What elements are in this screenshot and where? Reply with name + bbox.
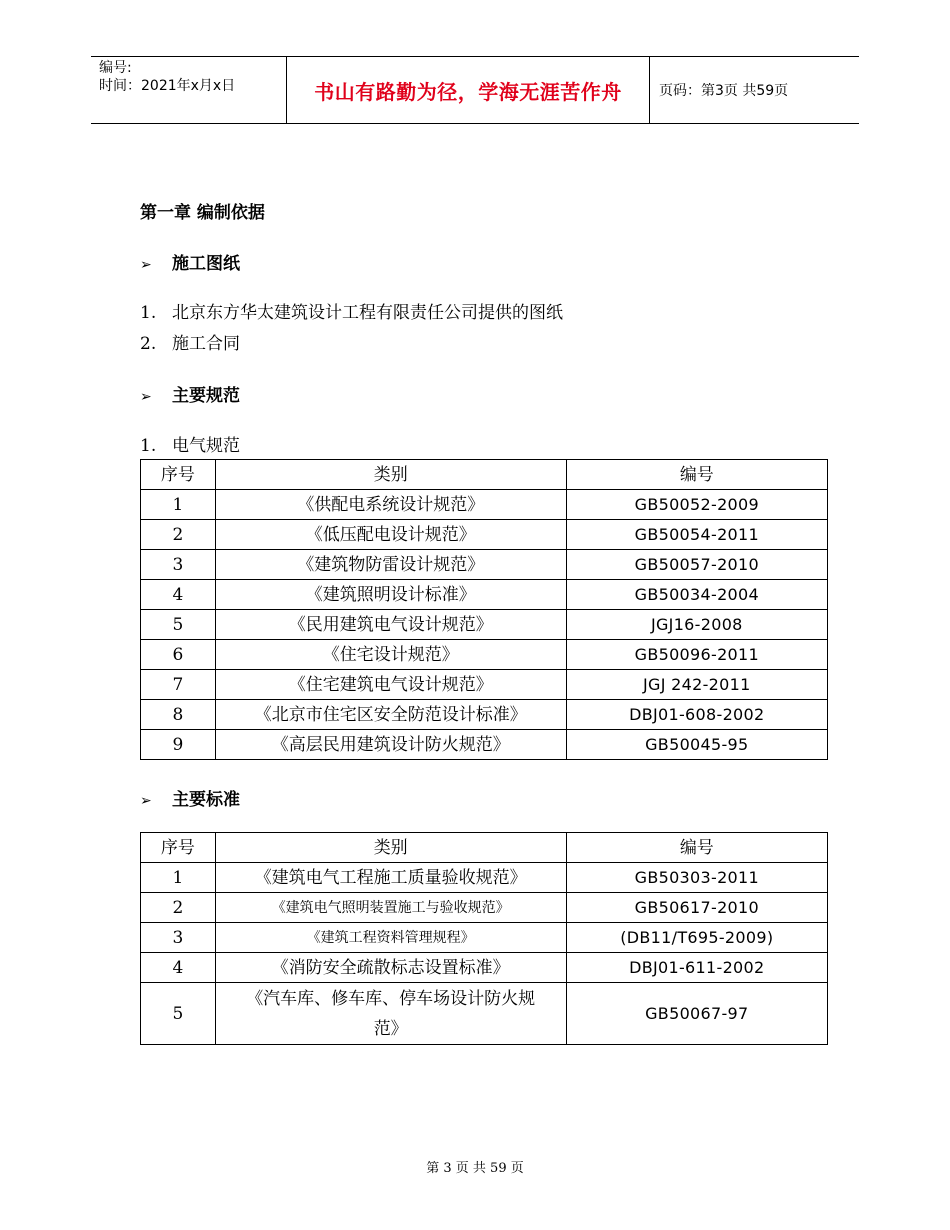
- list-item: [140, 329, 240, 354]
- table-row: [141, 923, 828, 953]
- cell-index: 4: [141, 953, 216, 983]
- header-cell: 编号: [566, 833, 827, 863]
- cell-index: 3: [141, 550, 216, 580]
- cell-category: 《供配电系统设计规范》: [215, 490, 566, 520]
- list-text: 施工合同: [172, 334, 240, 354]
- header-meta: [99, 59, 235, 95]
- cell-index: 8: [141, 700, 216, 730]
- cell-code: GB50096-2011: [566, 640, 827, 670]
- header-cell: 编号: [566, 460, 827, 490]
- section-title: 主要标准: [172, 790, 240, 810]
- list-text: 电气规范: [172, 436, 240, 456]
- table-row: [141, 730, 828, 760]
- cell-category: 《建筑照明设计标准》: [215, 580, 566, 610]
- electrical-codes-table: [140, 459, 828, 760]
- table-header-row: [141, 833, 828, 863]
- cell-index: 1: [141, 863, 216, 893]
- table-row: [141, 863, 828, 893]
- cell-index: 2: [141, 520, 216, 550]
- cell-index: 5: [141, 610, 216, 640]
- cell-category: 《低压配电设计规范》: [215, 520, 566, 550]
- cell-code: (DB11/T695-2009): [566, 923, 827, 953]
- table-row: [141, 893, 828, 923]
- table-row: [141, 490, 828, 520]
- cell-index: 9: [141, 730, 216, 760]
- cell-code: GB50057-2010: [566, 550, 827, 580]
- header-cell: 序号: [141, 833, 216, 863]
- header-cell: 类别: [215, 460, 566, 490]
- arrow-bullet-icon: ➢: [140, 257, 152, 273]
- cell-code: GB50303-2011: [566, 863, 827, 893]
- list-item: [140, 298, 563, 323]
- cell-code: GB50052-2009: [566, 490, 827, 520]
- cell-index: 3: [141, 923, 216, 953]
- cell-index: 7: [141, 670, 216, 700]
- cell-category: 《消防安全疏散标志设置标准》: [215, 953, 566, 983]
- cell-index: 4: [141, 580, 216, 610]
- table-row: [141, 953, 828, 983]
- header-cell: 序号: [141, 460, 216, 490]
- table-row: [141, 700, 828, 730]
- header-motto: 书山有路勤为径，学海无涯苦作舟: [314, 79, 622, 104]
- section-heading-codes: [140, 381, 240, 406]
- cell-code: DBJ01-611-2002: [566, 953, 827, 983]
- section-title: 主要规范: [172, 386, 240, 406]
- cell-code: GB50067-97: [566, 983, 827, 1045]
- cell-category: 《建筑电气工程施工质量验收规范》: [215, 863, 566, 893]
- section-title: 施工图纸: [172, 254, 240, 274]
- header-cell: 类别: [215, 833, 566, 863]
- cell-code: GB50045-95: [566, 730, 827, 760]
- list-number: 2.: [140, 334, 157, 354]
- header-divider: [649, 57, 650, 123]
- cell-index: 1: [141, 490, 216, 520]
- cell-category: 《建筑物防雷设计规范》: [215, 550, 566, 580]
- cell-index: 5: [141, 983, 216, 1045]
- cell-index: 2: [141, 893, 216, 923]
- table-row: [141, 983, 828, 1045]
- header-page-info: 页码：第3页 共59页: [659, 83, 789, 99]
- cell-category: 《建筑电气照明装置施工与验收规范》: [215, 893, 566, 923]
- page-header: [91, 56, 859, 124]
- arrow-bullet-icon: ➢: [140, 793, 152, 809]
- list-text: 北京东方华太建筑设计工程有限责任公司提供的图纸: [172, 303, 563, 323]
- arrow-bullet-icon: ➢: [140, 389, 152, 405]
- cell-category: 《高层民用建筑设计防火规范》: [215, 730, 566, 760]
- cell-category: 《住宅设计规范》: [215, 640, 566, 670]
- cell-code: GB50617-2010: [566, 893, 827, 923]
- header-time-label: 时间：2021年x月x日: [99, 78, 236, 94]
- table-row: [141, 580, 828, 610]
- table-row: [141, 610, 828, 640]
- page-footer: 第 3 页 共 59 页: [426, 1161, 524, 1176]
- cell-code: GB50054-2011: [566, 520, 827, 550]
- list-item: [140, 431, 240, 456]
- table-row: [141, 520, 828, 550]
- table-row: [141, 670, 828, 700]
- cell-category: 《汽车库、修车库、停车场设计防火规范》: [215, 983, 566, 1045]
- section-heading-drawings: [140, 249, 240, 274]
- cell-code: DBJ01-608-2002: [566, 700, 827, 730]
- header-code-label: 编号:: [99, 60, 132, 76]
- cell-code: JGJ 242-2011: [566, 670, 827, 700]
- table-row: [141, 640, 828, 670]
- cell-category: 《住宅建筑电气设计规范》: [215, 670, 566, 700]
- list-number: 1.: [140, 303, 157, 323]
- cell-code: JGJ16-2008: [566, 610, 827, 640]
- table-header-row: [141, 460, 828, 490]
- cell-code: GB50034-2004: [566, 580, 827, 610]
- chapter-title: 第一章 编制依据: [140, 203, 265, 223]
- list-number: 1.: [140, 436, 157, 456]
- cell-index: 6: [141, 640, 216, 670]
- cell-category: 《建筑工程资料管理规程》: [215, 923, 566, 953]
- cell-category: 《民用建筑电气设计规范》: [215, 610, 566, 640]
- cell-category: 《北京市住宅区安全防范设计标准》: [215, 700, 566, 730]
- section-heading-standards: [140, 785, 240, 810]
- table-row: [141, 550, 828, 580]
- standards-table: [140, 832, 828, 1045]
